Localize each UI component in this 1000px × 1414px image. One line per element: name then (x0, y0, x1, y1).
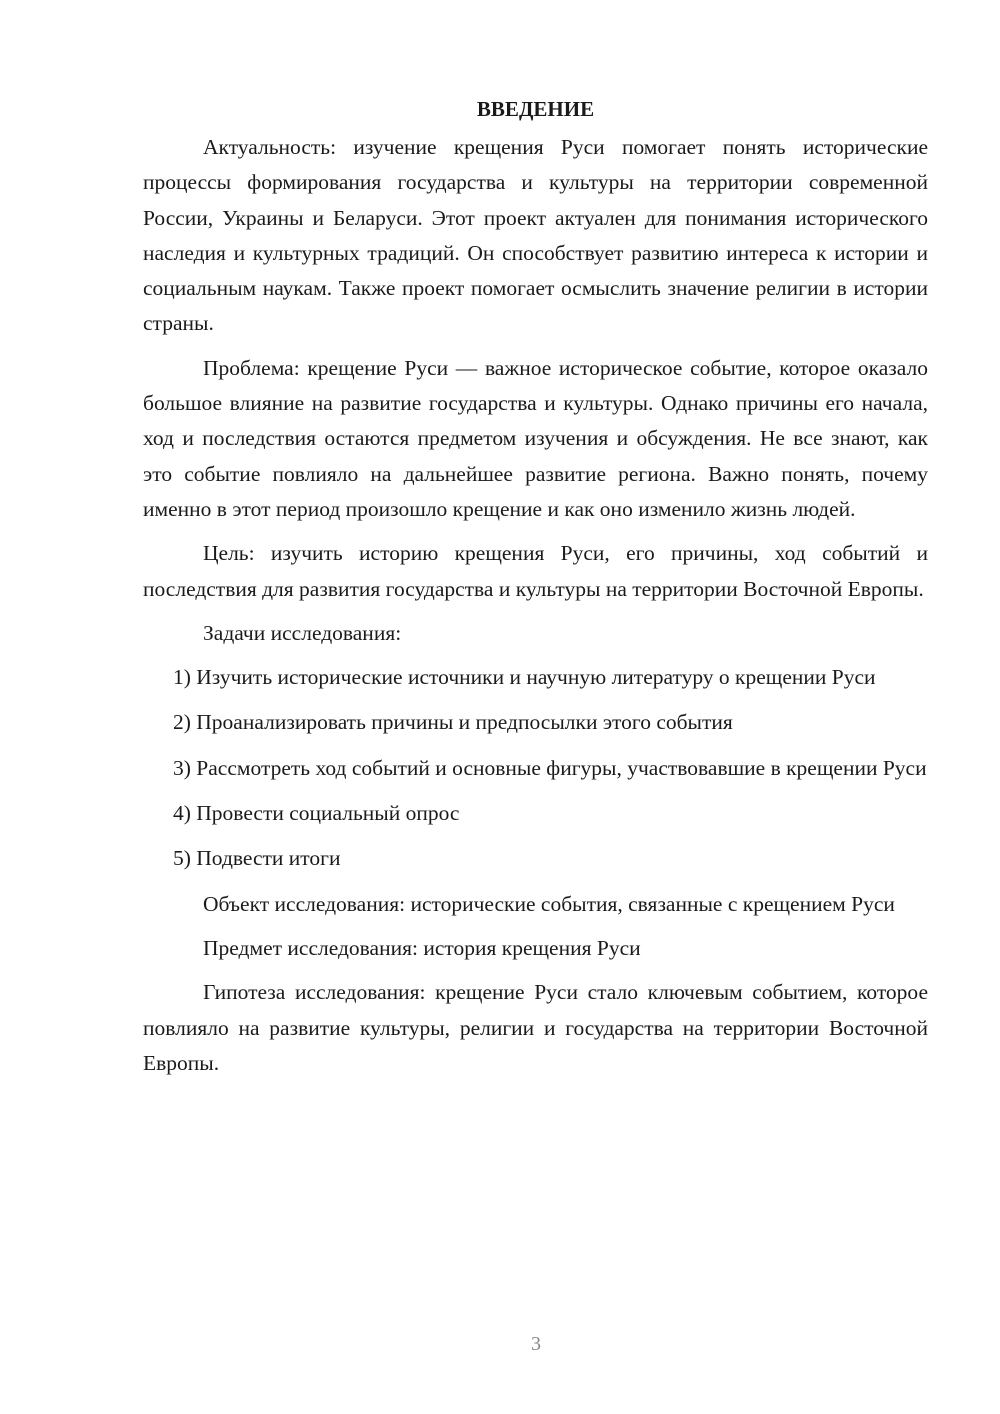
paragraph-hypothesis: Гипотеза исследования: крещение Руси стало ключевым событием, которое повлияло на развитие культуры, религии и государства на территории Восточной Европы. (143, 980, 928, 1075)
task-item-5: 5) Подвести итоги (173, 846, 341, 871)
paragraph-goal: Цель: изучить историю крещения Руси, его причины, ход событий и последствия для развития государства и культуры на территории Восточной Европы. (143, 541, 928, 601)
page-number: 3 (531, 1333, 541, 1355)
task-item-1: 1) Изучить исторические источники и научную литературу о крещении Руси (173, 665, 876, 690)
paragraph-relevance: Актуальность: изучение крещения Руси помогает понять исторические процессы формирования государства и культуры на территории современной России, Украины и Беларуси. Этот проект актуален для понимания исторического наследия и культурных традиций. Он способствует развитию интереса к истории и социальным наукам. Также проект помогает осмыслить значение религии в истории страны. (143, 135, 928, 336)
paragraph-subject: Предмет исследования: история крещения Руси (203, 935, 641, 960)
paragraph-problem: Проблема: крещение Руси — важное историческое событие, которое оказало большое влияние на развитие государства и культуры. Однако причины его начала, ход и последствия остаются предметом изучения и обсуждения. Не все знают, как это событие повлияло на дальнейшее развитие региона. Важно понять, почему именно в этот период произошло крещение и как оно изменило жизнь людей. (143, 355, 928, 521)
task-item-3: 3) Рассмотреть ход событий и основные фигуры, участвовавшие в крещении Руси (173, 755, 927, 780)
document-body (143, 92, 928, 1090)
paragraph-tasks-heading: Задачи исследования: (203, 620, 402, 645)
section-heading: ВВЕДЕНИЕ (476, 97, 595, 121)
paragraph-object: Объект исследования: исторические события, связанные с крещением Руси (203, 891, 895, 916)
task-item-4: 4) Провести социальный опрос (173, 801, 460, 826)
task-item-2: 2) Проанализировать причины и предпосылки этого события (173, 710, 733, 735)
